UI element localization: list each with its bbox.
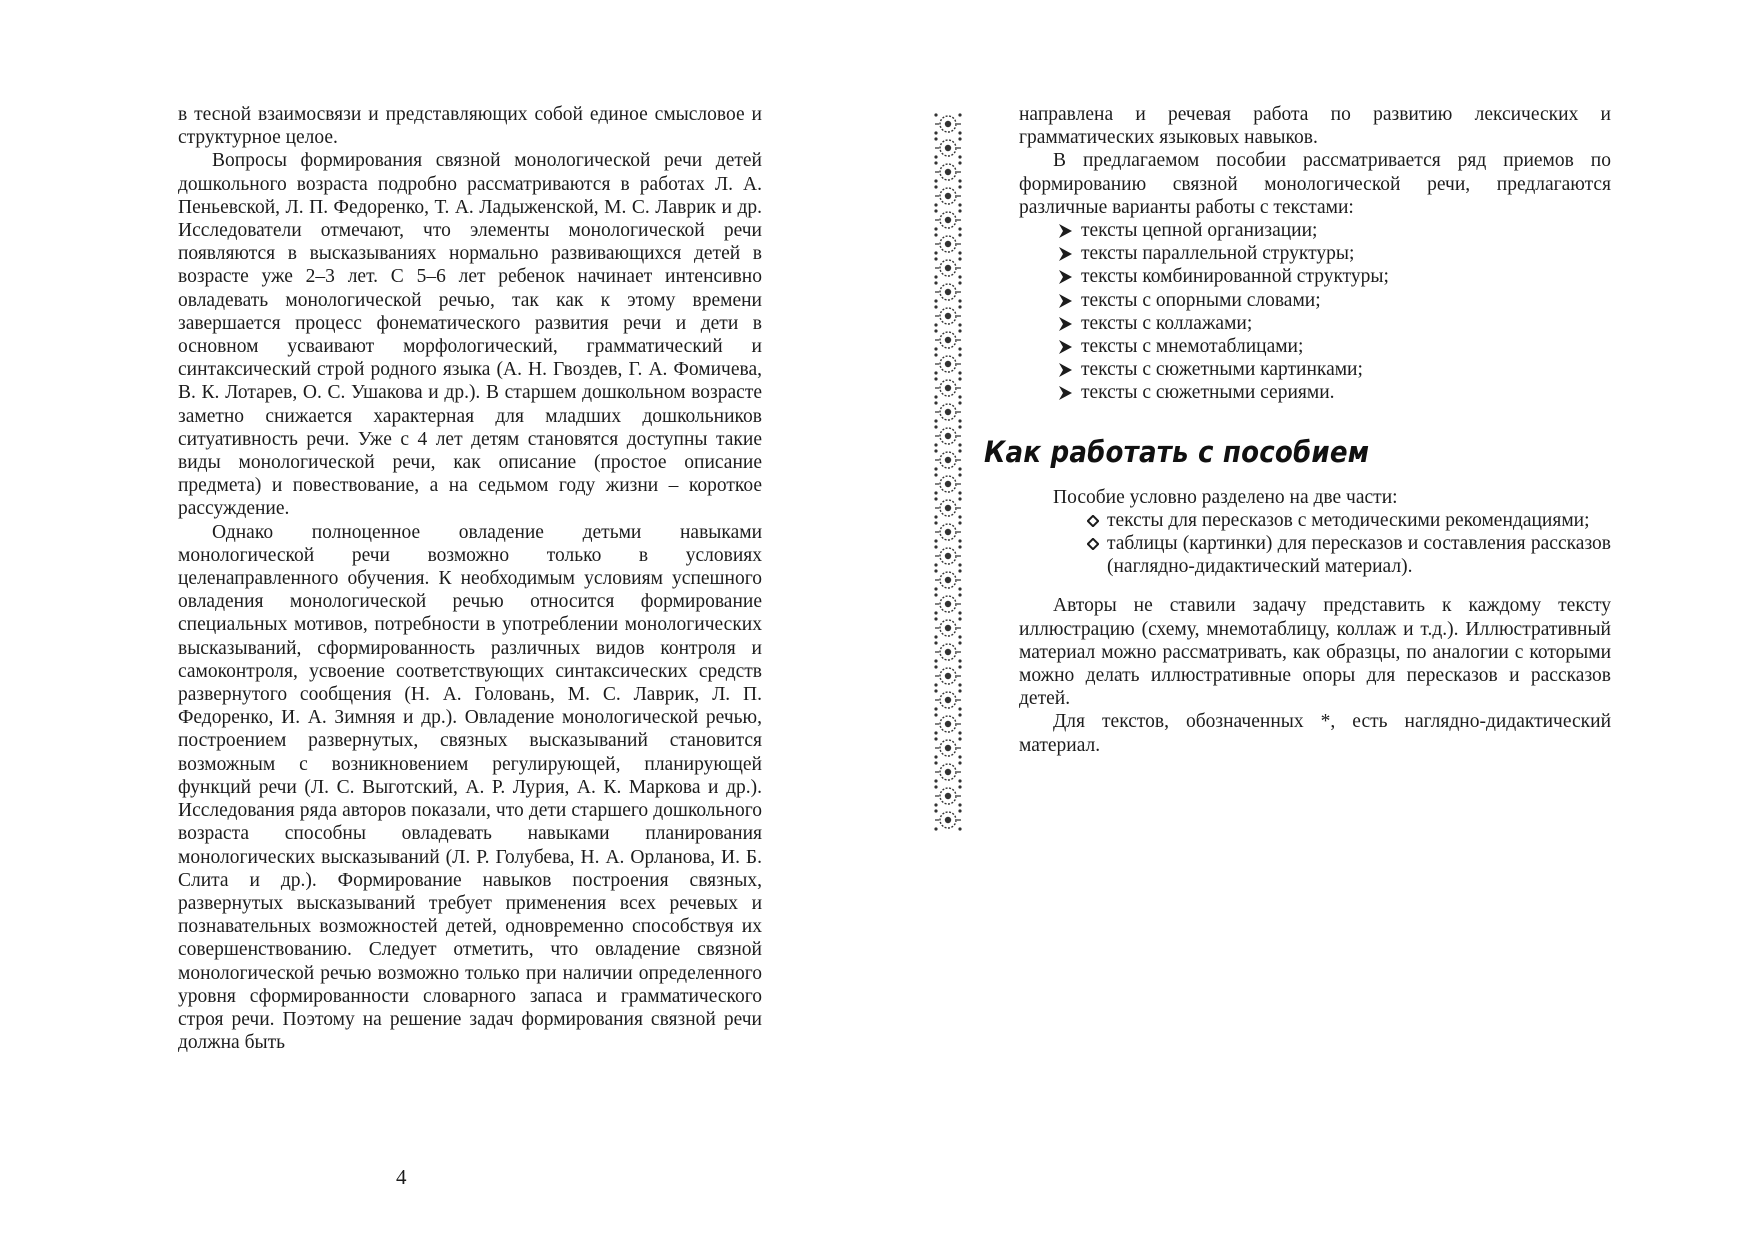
paragraph-continuation-right: направлена и речевая работа по развитию лексических и грамматических языковых навыков. xyxy=(1019,104,1611,149)
ornament-motif xyxy=(934,497,961,518)
list-item xyxy=(1059,312,1611,335)
ornament-motif xyxy=(934,401,961,422)
manual-parts-list xyxy=(1019,509,1611,579)
ornament-motif xyxy=(934,281,961,302)
ornament-motif xyxy=(934,641,961,662)
ornament-motif xyxy=(934,449,961,470)
list-item xyxy=(1059,358,1611,381)
arrowhead-bullet-icon xyxy=(1059,317,1072,331)
list-item xyxy=(1059,381,1611,404)
list-item xyxy=(1059,265,1611,288)
paragraph-asterisk-note: Для текстов, обозначенных *, есть наглядно-дидактический материал. xyxy=(1019,711,1611,756)
list-item xyxy=(1059,219,1611,242)
ornament-motif xyxy=(934,185,961,206)
hollow-diamond-bullet-icon xyxy=(1087,515,1099,527)
arrowhead-bullet-icon xyxy=(1059,294,1072,308)
ornament-motif xyxy=(934,593,961,614)
ornamental-border xyxy=(932,112,964,832)
arrowhead-bullet-icon xyxy=(1059,224,1072,238)
ornament-motif xyxy=(934,329,961,350)
ornament-motif xyxy=(934,545,961,566)
paragraph-continuation: в тесной взаимосвязи и представляющих собой единое смысловое и структурное целое. xyxy=(178,104,762,149)
arrowhead-bullet-icon xyxy=(1059,363,1072,377)
ornament-motif xyxy=(934,617,961,638)
ornament-motif xyxy=(934,209,961,230)
ornament-motif xyxy=(934,233,961,254)
list-item-text: тексты с сюжетными сериями. xyxy=(1081,382,1335,404)
left-text-column xyxy=(178,103,762,1054)
section-title: Как работать с пособием xyxy=(984,434,1370,469)
ornament-motif xyxy=(934,737,961,758)
list-item xyxy=(1059,242,1611,265)
ornament-motif xyxy=(934,257,961,278)
ornament-motif xyxy=(934,713,961,734)
ornament-motif xyxy=(934,473,961,494)
ornament-motif xyxy=(934,377,961,398)
paragraph-research-overview: Вопросы формирования связной монологической речи детей дошкольного возраста подробно рассматриваются в работах Л. А. Пеньевской, Л. П. Федоренко, Т. А. Ладыженской, М. С. Лаврик и др. Исследователи отмечают, что элементы монологической речи появляются в высказываниях нормально развивающихся детей в возрасте уже 2–3 лет. С 5–6 лет ребенок начинает интенсивно овладевать монологической речью, так как к этому времени завершается процесс фонематического развития речи и дети в основном усваивают морфологический, грамматический и синтаксический строй родного языка (А. Н. Гвоздев, Г. А. Фомичева, В. К. Лотарев, О. С. Ушакова и др.). В старшем дошкольном возрасте заметно снижается характерная для младших дошкольников ситуативность речи. Уже с 4 лет детям становятся доступны такие виды монологической речи, как описание (простое описание предмета) и повествование, а на седьмом году жизни – короткое рассуждение. xyxy=(178,150,762,520)
ornament-motif xyxy=(934,521,961,542)
hollow-diamond-bullet-icon xyxy=(1087,538,1099,550)
arrowhead-bullet-icon xyxy=(1059,386,1072,400)
arrowhead-bullet-icon xyxy=(1059,247,1072,261)
paragraph-parts-intro: Пособие условно разделено на две части: xyxy=(1053,486,1398,508)
arrowhead-bullet-icon xyxy=(1059,270,1072,284)
ornament-motif xyxy=(934,785,961,806)
list-item xyxy=(1059,289,1611,312)
paragraph-conditions: Однако полноценное овладение детьми навыками монологической речи возможно только в условиях целенаправленного обучения. К необходимым условиям успешного овладения монологической речью относится формирование специальных мотивов, потребности в употреблении монологических высказываний, сформированность различных видов контроля и самоконтроля, усвоение соответствующих синтаксических средств развернутого сообщения (Н. А. Головань, М. С. Лаврик, Л. П. Федоренко, И. А. Зимняя и др.). Овладение монологической речью, построением развернутых, связных высказываний становится возможным с возникновением регулирующей, планирующей функций речи (Л. С. Выготский, А. Р. Лурия, А. К. Маркова и др.). Исследования ряда авторов показали, что дети старшего дошкольного возраста способны овладевать навыками планирования монологических высказываний (Л. Р. Голубева, Н. А. Орланова, И. Б. Слита и др.). Формирование навыков построения связных, развернутых высказываний требует применения всех речевых и познавательных возможностей детей, одновременно способствуя их совершенствованию. Следует отметить, что овладение связной монологической речью возможно только при наличии определенного уровня сформированности словарного запаса и грамматического строя речи. Поэтому на решение задач формирования связной речи должна быть xyxy=(178,521,762,1054)
list-item-text: тексты с мнемотаблицами; xyxy=(1081,336,1304,358)
list-item-text: тексты с коллажами; xyxy=(1081,312,1253,334)
list-item-text: таблицы (картинки) для пересказов и составления рассказов (наглядно-дидактический материал). xyxy=(1107,533,1611,578)
ornament-motif xyxy=(934,353,961,374)
ornament-motif xyxy=(934,569,961,590)
ornament-motif xyxy=(934,425,961,446)
list-item-text: тексты комбинированной структуры; xyxy=(1081,266,1389,288)
ornament-motif xyxy=(934,689,961,710)
list-item-text: тексты цепной организации; xyxy=(1081,220,1318,242)
ornament-motif xyxy=(934,113,961,134)
text-types-list xyxy=(1019,219,1611,405)
list-item-text: тексты параллельной структуры; xyxy=(1081,243,1355,265)
ornament-motif xyxy=(934,137,961,158)
list-item xyxy=(1059,335,1611,358)
right-page xyxy=(877,0,1754,1240)
arrowhead-bullet-icon xyxy=(1059,340,1072,354)
ornament-motif xyxy=(934,665,961,686)
ornament-motif xyxy=(934,161,961,182)
ornament-motif xyxy=(934,809,961,830)
paragraph-methods-intro: В предлагаемом пособии рассматривается ряд приемов по формированию связной монологической речи, предлагаются различные варианты работы с текстами: xyxy=(1019,150,1611,218)
list-item-text: тексты с опорными словами; xyxy=(1081,289,1321,311)
paragraph-authors-note: Авторы не ставили задачу представить к каждому тексту иллюстрацию (схему, мнемотаблицу, коллаж и т.д.). Иллюстративный материал можно рассматривать, как образцы, по аналогии с которыми можно делать иллюстративные опоры для пересказов и рассказов детей. xyxy=(1019,595,1611,710)
right-text-column xyxy=(984,103,1611,757)
list-item-text: тексты с сюжетными картинками; xyxy=(1081,359,1363,381)
list-item xyxy=(1087,532,1611,578)
list-item xyxy=(1087,509,1611,532)
page-number: 4 xyxy=(396,1165,407,1189)
ornament-motif xyxy=(934,305,961,326)
list-item-text: тексты для пересказов с методическими рекомендациями; xyxy=(1107,509,1590,531)
ornament-motif xyxy=(934,761,961,782)
